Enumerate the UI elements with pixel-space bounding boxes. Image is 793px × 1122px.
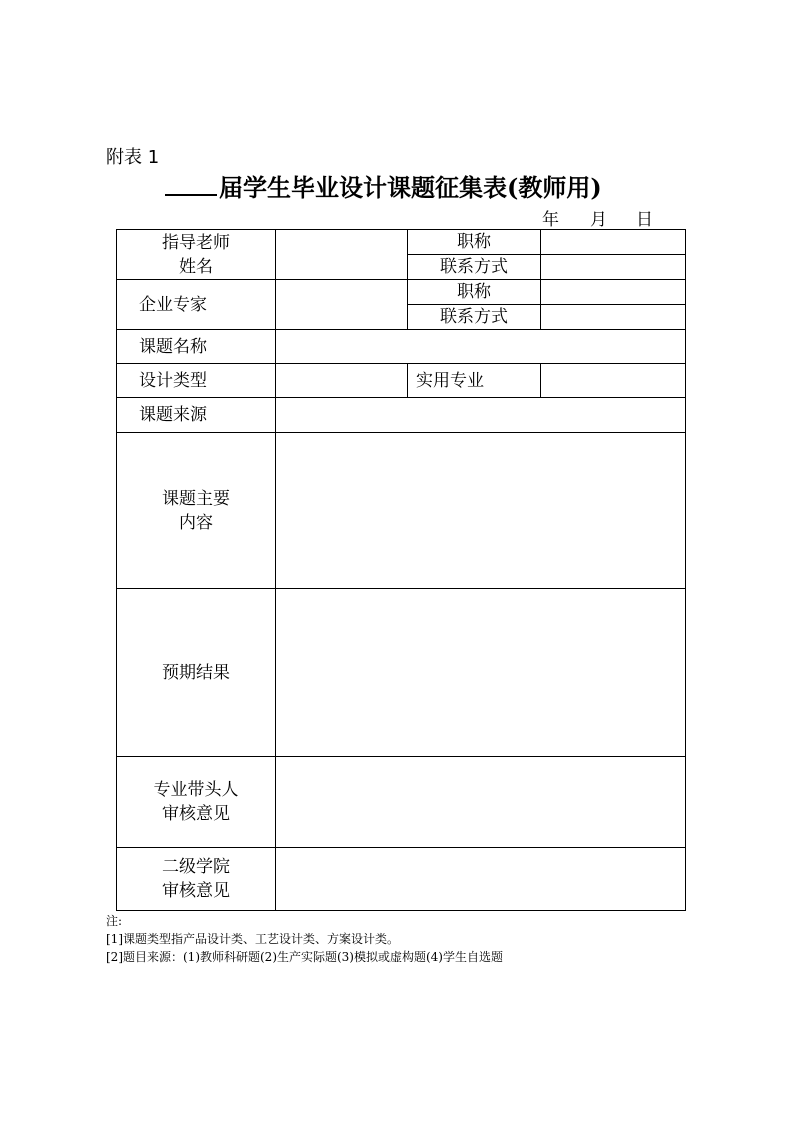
form-title — [165, 168, 602, 203]
college-review-field[interactable] — [276, 848, 686, 911]
advisor-name-field[interactable] — [276, 230, 408, 280]
date-year-label: 年 — [542, 210, 559, 230]
major-lead-line1: 专业带头人 — [153, 780, 239, 800]
note-1: [1]课题类型指产品设计类、工艺设计类、方案设计类。 — [106, 932, 400, 946]
date-month-label: 月 — [590, 210, 607, 230]
college-line2: 审核意见 — [162, 881, 230, 901]
main-content-label — [117, 433, 276, 589]
expert-label: 企业专家 — [117, 280, 276, 330]
date-day-label: 日 — [636, 210, 653, 230]
advisor-title-field[interactable] — [541, 230, 686, 255]
advisor-title-label: 职称 — [408, 230, 541, 255]
topic-name-field[interactable] — [276, 330, 686, 364]
applicable-major-label: 实用专业 — [408, 364, 541, 398]
cohort-blank[interactable] — [165, 176, 217, 196]
advisor-contact-field[interactable] — [541, 255, 686, 280]
appendix-label: 附表 1 — [106, 147, 160, 168]
advisor-contact-label: 联系方式 — [408, 255, 541, 280]
major-lead-line2: 审核意见 — [162, 804, 230, 824]
expected-results-field[interactable] — [276, 589, 686, 757]
major-lead-review-label — [117, 757, 276, 848]
topic-name-label: 课题名称 — [117, 330, 276, 364]
note-2: [2]题目来源：(1)教师科研题(2)生产实际题(3)模拟或虚构题(4)学生自选题 — [106, 950, 503, 964]
major-lead-review-field[interactable] — [276, 757, 686, 848]
advisor-name-label — [117, 230, 276, 280]
topic-source-label: 课题来源 — [117, 398, 276, 433]
expert-name-field[interactable] — [276, 280, 408, 330]
main-content-field[interactable] — [276, 433, 686, 589]
expected-results-label: 预期结果 — [117, 589, 276, 757]
expert-contact-field[interactable] — [541, 305, 686, 330]
main-content-line1: 课题主要 — [162, 488, 230, 509]
form-title-text: 届学生毕业设计课题征集表(教师用) — [219, 173, 602, 202]
notes-heading: 注: — [106, 914, 123, 928]
expert-contact-label: 联系方式 — [408, 305, 541, 330]
college-line1: 二级学院 — [162, 857, 230, 877]
design-type-field[interactable] — [276, 364, 408, 398]
notes — [106, 912, 503, 966]
topic-collection-form — [116, 229, 686, 911]
expert-title-field[interactable] — [541, 280, 686, 305]
topic-source-field[interactable] — [276, 398, 686, 433]
main-content-line2: 内容 — [179, 512, 213, 533]
college-review-label — [117, 848, 276, 911]
expert-title-label: 职称 — [408, 280, 541, 305]
advisor-label-line2: 姓名 — [179, 256, 213, 277]
design-type-label: 设计类型 — [117, 364, 276, 398]
applicable-major-field[interactable] — [541, 364, 686, 398]
advisor-label-line1: 指导老师 — [162, 232, 230, 253]
